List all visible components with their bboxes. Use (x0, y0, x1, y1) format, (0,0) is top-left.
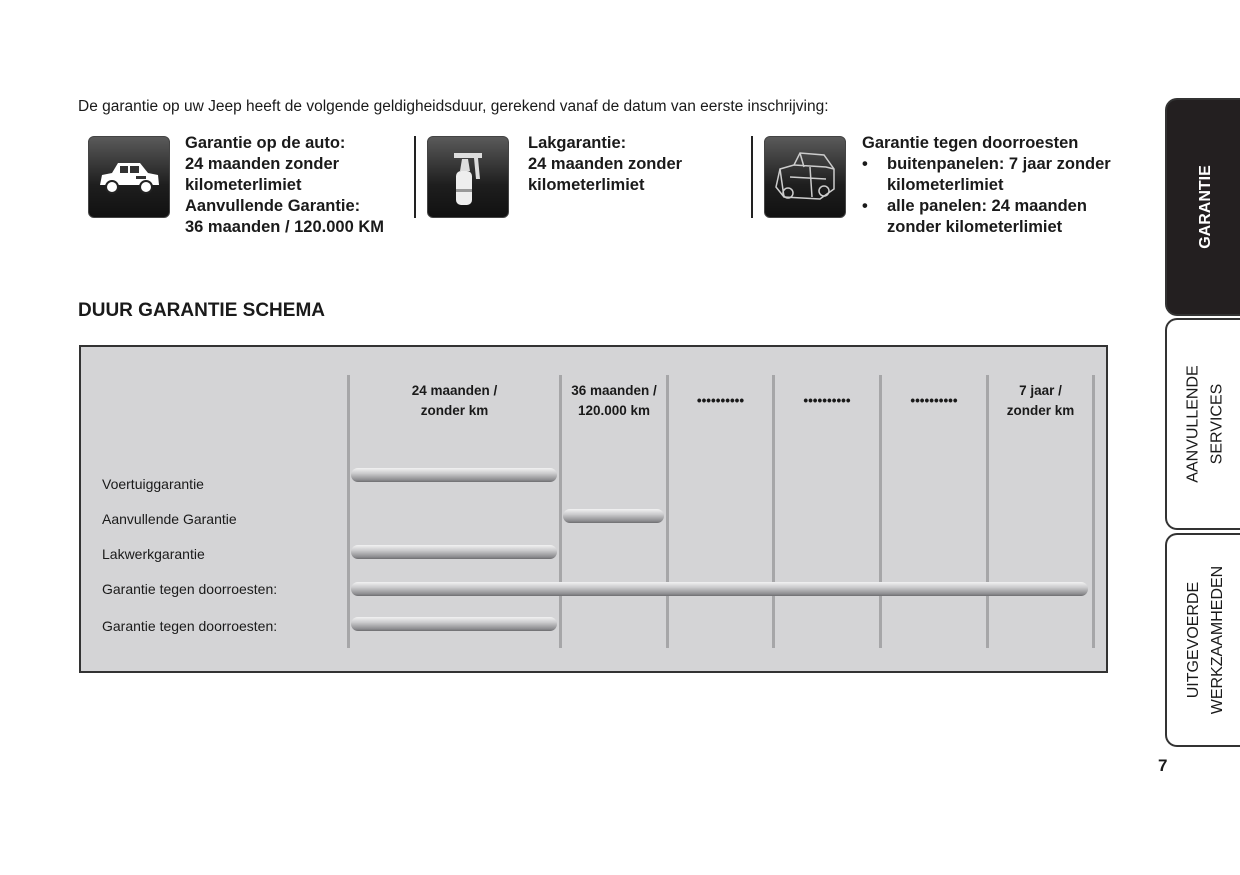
text-line: kilometerlimiet (887, 176, 1004, 194)
rust-warranty-text (862, 133, 1111, 238)
column-header-line: 120.000 km (577, 403, 651, 418)
tab-label-group (1182, 566, 1230, 714)
warranty-schema-table (79, 345, 1108, 673)
bullet-item (862, 196, 1111, 238)
tab-aanvullende[interactable] (1165, 318, 1240, 530)
text-line: kilometerlimiet (185, 176, 302, 194)
tab-uitgevoerde[interactable] (1165, 533, 1240, 747)
text-line: Lakgarantie: (528, 134, 627, 152)
warranty-duration-bar (351, 468, 557, 482)
row-label: Voertuiggarantie (102, 476, 204, 492)
text-line: kilometerlimiet (528, 176, 645, 194)
text-line: buitenpanelen: 7 jaar zonder (887, 155, 1111, 173)
row-label: Garantie tegen doorroesten: (102, 581, 278, 597)
bullet-item (862, 154, 1111, 196)
warranty-duration-bar (563, 509, 664, 523)
text-line: 36 maanden / 120.000 KM (185, 218, 385, 236)
car-body-icon (764, 136, 846, 218)
column-header (669, 391, 772, 411)
column-header-line: zonder km (1006, 403, 1075, 418)
warranty-duration-bar (351, 545, 557, 559)
row-label: Lakwerkgarantie (102, 546, 205, 562)
row-label: Aanvullende Garantie (102, 511, 237, 527)
divider (751, 136, 753, 218)
warranty-duration-bar (351, 582, 1088, 596)
spray-gun-icon (427, 136, 509, 218)
column-divider (772, 375, 775, 648)
tab-label-group (1194, 165, 1218, 249)
column-header-line: zonder km (420, 403, 489, 418)
tab-label-group (1182, 365, 1230, 482)
text-line: 24 maanden zonder (528, 155, 683, 173)
row-label: Garantie tegen doorroesten: (102, 618, 278, 634)
column-header (775, 391, 879, 411)
column-divider (879, 375, 882, 648)
tab-label: AANVULLENDE (1185, 365, 1202, 483)
text-line: Garantie tegen doorroesten (862, 134, 1079, 152)
column-header (882, 391, 986, 411)
column-divider (1092, 375, 1095, 648)
text-line: 24 maanden zonder (185, 155, 340, 173)
text-line: Aanvullende Garantie: (185, 197, 361, 215)
text-line: alle panelen: 24 maanden (887, 197, 1087, 215)
schema-title: DUUR GARANTIE SCHEMA (78, 300, 325, 321)
bullet-icon: • (862, 155, 868, 173)
column-header-line: 24 maanden / (411, 383, 498, 398)
tab-label: UITGEVOERDE (1185, 581, 1203, 699)
car-icon (88, 136, 170, 218)
text-line: zonder kilometerlimiet (887, 218, 1063, 236)
page-number: 7 (1158, 756, 1168, 775)
divider (414, 136, 416, 218)
tab-label: GARANTIE (1197, 165, 1214, 249)
tab-label: WERKZAAMHEDEN (1209, 565, 1227, 715)
bullet-icon: • (862, 197, 868, 215)
warranty-duration-bar (351, 617, 557, 631)
text-line: Garantie op de auto: (185, 134, 346, 152)
column-header (350, 381, 559, 421)
column-header-line: •••••••••• (803, 393, 851, 408)
column-header (562, 381, 666, 421)
intro-text: De garantie op uw Jeep heeft de volgende geldigheidsduur, gerekend vanaf de datum van eerste inschrijving: (78, 98, 829, 115)
column-header-line: •••••••••• (910, 393, 958, 408)
tab-garantie[interactable] (1165, 98, 1240, 316)
column-header-line: 36 maanden / (571, 383, 657, 398)
paint-warranty-text (528, 133, 682, 196)
car-warranty-text (185, 133, 384, 238)
tab-label: SERVICES (1209, 383, 1226, 465)
column-header-line: 7 jaar / (1019, 383, 1062, 398)
column-divider (666, 375, 669, 648)
column-header (989, 381, 1092, 421)
column-header-line: •••••••••• (696, 393, 745, 408)
